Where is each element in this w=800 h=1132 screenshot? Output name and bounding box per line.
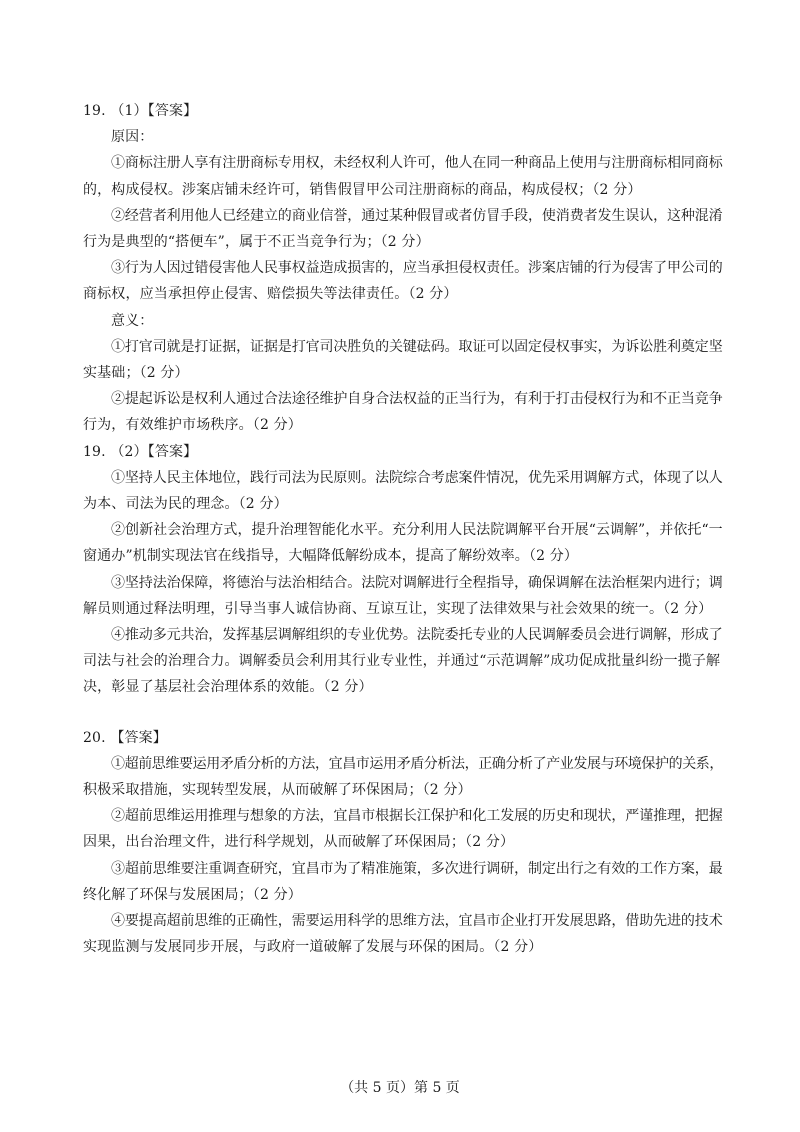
paragraph-line: 积极采取措施，实现转型发展，从而破解了环保困局；（2 分） — [83, 782, 472, 799]
paragraph-line: ②超前思维运用推理与想象的方法，宜昌市根据长江保护和化工发展的历史和现状，严谨推理，把握 — [111, 808, 723, 825]
paragraph-line: ①打官司就是打证据，证据是打官司决胜负的关键砝码。取证可以固定侵权事实，为诉讼胜利奠定坚 — [111, 338, 723, 355]
paragraph-line: 为本、司法为民的理念。（2 分） — [83, 496, 288, 513]
paragraph-line: 商标权，应当承担停止侵害、赔偿损失等法律责任。（2 分） — [83, 286, 458, 303]
paragraph-line: ④推动多元共治，发挥基层调解组织的专业优势。法院委托专业的人民调解委员会进行调解，形成了 — [111, 627, 723, 644]
section-heading-19-1: 19. （1）【答案】 — [83, 103, 198, 119]
answer-content — [83, 98, 723, 961]
paragraph-line: ③超前思维要注重调查研究，宜昌市为了精准施策，多次进行调研，制定出行之有效的工作方案，最 — [111, 860, 723, 877]
paragraph-line: 原因： — [111, 129, 154, 146]
paragraph-line: ①超前思维要运用矛盾分析的方法，宜昌市运用矛盾分析法，正确分析了产业发展与环境保护的关系， — [111, 755, 723, 772]
section-heading-19-2: 19. （2）【答案】 — [83, 443, 198, 460]
paragraph-line: 决，彰显了基层社会治理体系的效能。（2 分） — [83, 679, 373, 696]
paragraph-line: 行为，有效维护市场秩序。（2 分） — [83, 417, 302, 434]
paragraph-line: 终化解了环保与发展困局；（2 分） — [83, 886, 302, 903]
paragraph-line: 的，构成侵权。涉案店铺未经许可，销售假冒甲公司注册商标的商品，构成侵权；（2 分） — [83, 181, 642, 198]
paragraph-line: 实基础；（2 分） — [83, 365, 189, 382]
paragraph-line: ③行为人因过错侵害他人民事权益造成损害的，应当承担侵权责任。涉案店铺的行为侵害了甲公司的 — [111, 260, 723, 277]
paragraph-line: 实现监测与发展同步开展，与政府一道破解了发展与环保的困局。（2 分） — [83, 939, 543, 956]
paragraph-line: ①坚持人民主体地位，践行司法为民原则。法院综合考虑案件情况，优先采用调解方式，体现了以人 — [111, 469, 723, 486]
paragraph-line: 司法与社会的治理合力。调解委员会利用其行业专业性，并通过“示范调解”成功促成批量纠纷一揽子解 — [83, 653, 721, 670]
paragraph-line: 解员则通过释法明理，引导当事人诚信协商、互谅互让，实现了法律效果与社会效果的统一。（2 分） — [83, 600, 713, 617]
paragraph-line: ④要提高超前思维的正确性，需要运用科学的思维方法，宜昌市企业打开发展思路，借助先进的技术 — [111, 913, 723, 930]
section-spacer — [83, 701, 723, 725]
paragraph-line: 行为是典型的“搭便车”，属于不正当竞争行为；（2 分） — [83, 234, 430, 251]
paragraph-line: ①商标注册人享有注册商标专用权，未经权利人许可，他人在同一种商品上使用与注册商标相同商标 — [111, 155, 723, 172]
paragraph-line: 因果，出台治理文件，进行科学规划，从而破解了环保困局；（2 分） — [83, 834, 515, 851]
paragraph-line: ②创新社会治理方式，提升治理智能化水平。充分利用人民法院调解平台开展“云调解”，并依托“一 — [111, 522, 723, 539]
paragraph-line: ②提起诉讼是权利人通过合法途径维护自身合法权益的正当行为，有利于打击侵权行为和不正当竞争 — [111, 391, 723, 408]
page-footer: （共 5 页）第 5 页 — [340, 1080, 460, 1096]
paragraph-line: ③坚持法治保障，将德治与法治相结合。法院对调解进行全程指导，确保调解在法治框架内进行；调 — [111, 574, 723, 591]
paragraph-line: ②经营者利用他人已经建立的商业信誉，通过某种假冒或者仿冒手段，使消费者发生误认，这种混淆 — [111, 207, 723, 224]
section-heading-20: 20. 【答案】 — [83, 729, 167, 746]
paragraph-line: 意义： — [111, 312, 154, 329]
paragraph-line: 窗通办”机制实现法官在线指导，大幅降低解纷成本，提高了解纷效率。（2 分） — [83, 548, 579, 565]
